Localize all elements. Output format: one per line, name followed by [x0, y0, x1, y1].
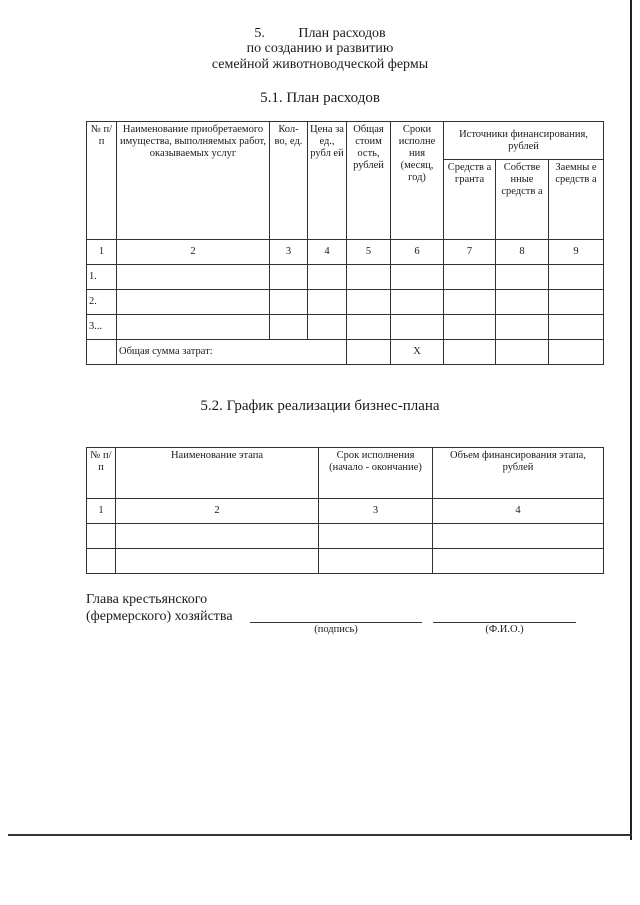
- table-cell[interactable]: [549, 315, 604, 340]
- column-number: 9: [549, 240, 604, 265]
- table-cell[interactable]: [308, 315, 347, 340]
- table-cell[interactable]: [549, 340, 604, 365]
- column-numbers-row: [87, 499, 604, 524]
- column-number: 5: [347, 240, 391, 265]
- table-cell[interactable]: [270, 290, 308, 315]
- table-cell[interactable]: [116, 524, 319, 549]
- table-cell[interactable]: [391, 290, 444, 315]
- table-cell[interactable]: [270, 265, 308, 290]
- column-number: 1: [87, 240, 117, 265]
- table-cell[interactable]: [87, 524, 116, 549]
- header-num: № п/п: [87, 122, 117, 240]
- column-number: 6: [391, 240, 444, 265]
- signature-label-line2: (фермерского) хозяйства: [86, 609, 233, 624]
- table-cell[interactable]: [319, 524, 433, 549]
- section-heading-line2: по созданию и развитию: [246, 41, 394, 56]
- table-row: [87, 290, 604, 315]
- table-cell[interactable]: [496, 290, 549, 315]
- expense-plan-table: [86, 121, 604, 365]
- header-loan: Заемны е средств а: [549, 160, 604, 240]
- table-cell[interactable]: [433, 524, 604, 549]
- table-cell[interactable]: [116, 549, 319, 574]
- table-cell[interactable]: [496, 315, 549, 340]
- full-name-caption: (Ф.И.О.): [485, 624, 524, 635]
- table-row: [87, 265, 604, 290]
- column-number: 4: [433, 499, 604, 524]
- table-cell[interactable]: [496, 265, 549, 290]
- column-number: 1: [87, 499, 116, 524]
- signature-line[interactable]: [250, 622, 422, 623]
- page-edge-right: [630, 0, 632, 840]
- table-row: [87, 524, 604, 549]
- column-number: 2: [117, 240, 270, 265]
- schedule-header-stage: Наименование этапа: [116, 448, 319, 499]
- header-qty: Кол-во, ед.: [270, 122, 308, 240]
- section-heading-line3: семейной животноводческой фермы: [211, 57, 429, 72]
- table-cell[interactable]: [549, 290, 604, 315]
- column-numbers-row: [87, 240, 604, 265]
- total-mark: Х: [391, 340, 444, 365]
- table-cell[interactable]: [308, 290, 347, 315]
- row-number: 2.: [87, 290, 117, 315]
- plan-title: 5.1. План расходов: [260, 90, 380, 106]
- table-cell[interactable]: [308, 265, 347, 290]
- table-cell[interactable]: [444, 290, 496, 315]
- table-cell[interactable]: [433, 549, 604, 574]
- column-number: 7: [444, 240, 496, 265]
- section-number: 5.: [254, 26, 265, 41]
- table-cell[interactable]: [347, 265, 391, 290]
- header-sources: Источники финансирования, рублей: [444, 122, 604, 160]
- table-cell[interactable]: [347, 290, 391, 315]
- signature-caption: (подпись): [314, 624, 358, 635]
- table-cell[interactable]: [391, 265, 444, 290]
- header-grant: Средств а гранта: [444, 160, 496, 240]
- table-cell[interactable]: [444, 315, 496, 340]
- header-term: Сроки исполне ния (месяц, год): [391, 122, 444, 240]
- signature-label-line1: Глава крестьянского: [86, 592, 208, 607]
- table-cell[interactable]: [117, 290, 270, 315]
- schedule-header-volume: Объем финансирования этапа, рублей: [433, 448, 604, 499]
- table-cell[interactable]: [117, 265, 270, 290]
- header-price: Цена за ед., рубл ей: [308, 122, 347, 240]
- column-number: 3: [319, 499, 433, 524]
- table-cell[interactable]: [391, 315, 444, 340]
- table-cell[interactable]: [117, 315, 270, 340]
- total-cost-cell[interactable]: [347, 340, 391, 365]
- table-row: [87, 315, 604, 340]
- column-number: 4: [308, 240, 347, 265]
- table-cell[interactable]: [270, 315, 308, 340]
- table-row: [87, 549, 604, 574]
- total-row: [87, 340, 604, 365]
- table-cell[interactable]: [347, 315, 391, 340]
- table-cell[interactable]: [319, 549, 433, 574]
- total-label: Общая сумма затрат:: [117, 340, 347, 365]
- schedule-table: [86, 447, 604, 574]
- column-number: 2: [116, 499, 319, 524]
- section-heading-line1: [0, 26, 640, 42]
- row-number: 1.: [87, 265, 117, 290]
- section-title: План расходов: [298, 26, 386, 41]
- table-cell[interactable]: [496, 340, 549, 365]
- schedule-header-num: № п/п: [87, 448, 116, 499]
- table-cell[interactable]: [549, 265, 604, 290]
- schedule-title: 5.2. График реализации бизнес-плана: [200, 398, 440, 414]
- schedule-header-term: Срок исполнения (начало - окончание): [319, 448, 433, 499]
- full-name-line[interactable]: [433, 622, 576, 623]
- table-cell[interactable]: [87, 549, 116, 574]
- column-number: 3: [270, 240, 308, 265]
- table-cell[interactable]: [444, 340, 496, 365]
- header-name: Наименование приобретаемого имущества, выполняемых работ, оказываемых услуг: [117, 122, 270, 240]
- column-number: 8: [496, 240, 549, 265]
- page-edge-bottom: [8, 834, 632, 836]
- table-cell: [87, 340, 117, 365]
- row-number: 3...: [87, 315, 117, 340]
- header-own: Собстве нные средств а: [496, 160, 549, 240]
- header-total: Общая стоим ость, рублей: [347, 122, 391, 240]
- table-cell[interactable]: [444, 265, 496, 290]
